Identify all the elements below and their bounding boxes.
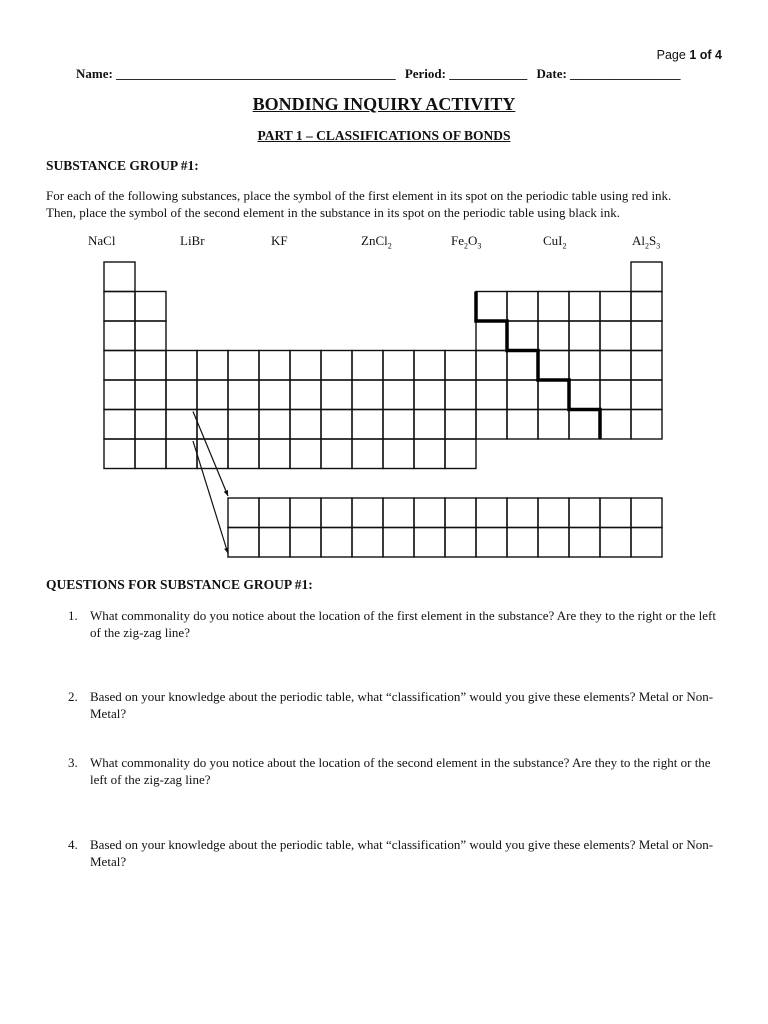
table-cell[interactable] (166, 439, 197, 469)
table-cell[interactable] (414, 439, 445, 469)
table-cell[interactable] (600, 292, 631, 322)
f-block-cell[interactable] (383, 528, 414, 558)
table-cell[interactable] (135, 380, 166, 410)
table-cell[interactable] (104, 321, 135, 351)
table-cell[interactable] (631, 321, 662, 351)
table-cell[interactable] (259, 380, 290, 410)
table-cell[interactable] (228, 410, 259, 440)
f-block-cell[interactable] (414, 528, 445, 558)
f-block-cell[interactable] (631, 528, 662, 558)
table-cell[interactable] (507, 292, 538, 322)
table-cell[interactable] (197, 351, 228, 381)
substance-zncl2: ZnCl$_2$ (361, 233, 392, 251)
f-block-cell[interactable] (290, 528, 321, 558)
table-cell[interactable] (569, 321, 600, 351)
table-cell[interactable] (383, 351, 414, 381)
f-block-cell[interactable] (445, 498, 476, 528)
instruction-line-1: For each of the following substances, place the symbol of the first element in its spot on the periodic table using red ink. (46, 188, 672, 203)
table-cell[interactable] (104, 351, 135, 381)
table-cell[interactable] (631, 351, 662, 381)
question-text: What commonality do you notice about the location of the second element in the substance? Are they to the right or the left of the zig-zag line? (90, 755, 711, 787)
table-cell[interactable] (569, 351, 600, 381)
table-cell[interactable] (445, 380, 476, 410)
table-cell[interactable] (104, 439, 135, 469)
table-cell[interactable] (507, 380, 538, 410)
page-total: 4 (715, 48, 722, 62)
table-cell[interactable] (197, 439, 228, 469)
f-block-cell[interactable] (228, 528, 259, 558)
table-cell[interactable] (135, 410, 166, 440)
question-number: 2. (68, 689, 78, 704)
table-cell[interactable] (290, 410, 321, 440)
question-number: 3. (68, 755, 78, 770)
page-title: BONDING INQUIRY ACTIVITY (252, 94, 516, 114)
table-cell[interactable] (166, 380, 197, 410)
period-field[interactable]: Period: ____________ (404, 66, 528, 81)
f-block-cell[interactable] (321, 528, 352, 558)
table-cell[interactable] (569, 292, 600, 322)
f-block-cell[interactable] (352, 498, 383, 528)
f-block-arrow (193, 441, 228, 554)
table-cell[interactable] (569, 380, 600, 410)
f-block-cell[interactable] (290, 498, 321, 528)
table-cell[interactable] (166, 410, 197, 440)
table-cell[interactable] (476, 410, 507, 440)
table-cell[interactable] (445, 351, 476, 381)
part-title: PART 1 – CLASSIFICATIONS OF BONDS (257, 128, 511, 143)
question-1 (68, 607, 728, 641)
table-cell[interactable] (414, 380, 445, 410)
instruction-line-2: Then, place the symbol of the second element in the substance in its spot on the periodic table using black ink. (46, 205, 621, 220)
f-block-cell[interactable] (383, 498, 414, 528)
table-cell[interactable] (197, 410, 228, 440)
f-block-cell[interactable] (414, 498, 445, 528)
table-cell[interactable] (383, 439, 414, 469)
f-block-cell[interactable] (321, 498, 352, 528)
f-block-cell[interactable] (352, 528, 383, 558)
question-text: Based on your knowledge about the periodic table, what “classification” would you give these elements? Metal or Non-Metal? (90, 837, 714, 869)
table-cell[interactable] (166, 351, 197, 381)
f-block-cell[interactable] (631, 498, 662, 528)
table-cell[interactable] (259, 410, 290, 440)
table-cell[interactable] (538, 351, 569, 381)
question-text: Based on your knowledge about the periodic table, what “classification” would you give these elements? Metal or Non-Metal? (90, 689, 714, 721)
table-cell[interactable] (600, 410, 631, 440)
page-current: 1 (689, 48, 697, 62)
table-cell[interactable] (135, 321, 166, 351)
table-cell[interactable] (197, 380, 228, 410)
table-cell[interactable] (290, 380, 321, 410)
table-cell[interactable] (135, 439, 166, 469)
substance-cui2: CuI$_2$ (543, 233, 567, 251)
f-block-cell[interactable] (476, 498, 507, 528)
arrow-head-icon (224, 548, 228, 554)
table-cell[interactable] (259, 439, 290, 469)
table-cell[interactable] (383, 410, 414, 440)
table-cell[interactable] (321, 380, 352, 410)
substance-nacl: NaCl (88, 233, 116, 248)
table-cell[interactable] (600, 321, 631, 351)
table-cell[interactable] (631, 292, 662, 322)
table-cell[interactable] (259, 351, 290, 381)
question-3 (68, 754, 728, 788)
table-cell[interactable] (538, 321, 569, 351)
f-block-cell[interactable] (476, 528, 507, 558)
table-cell[interactable] (321, 410, 352, 440)
question-number: 4. (68, 837, 78, 852)
f-block-cell[interactable] (259, 498, 290, 528)
table-cell[interactable] (352, 351, 383, 381)
table-cell[interactable] (507, 351, 538, 381)
date-field[interactable]: Date: _________________ (536, 66, 681, 81)
table-cell[interactable] (476, 351, 507, 381)
table-cell[interactable] (321, 351, 352, 381)
question-number: 1. (68, 608, 78, 623)
table-cell[interactable] (414, 410, 445, 440)
table-cell[interactable] (383, 380, 414, 410)
f-block-cell[interactable] (507, 498, 538, 528)
table-cell[interactable] (104, 292, 135, 322)
table-cell[interactable] (135, 351, 166, 381)
table-cell[interactable] (600, 351, 631, 381)
table-cell[interactable] (290, 351, 321, 381)
f-block-cell[interactable] (600, 528, 631, 558)
table-cell[interactable] (507, 410, 538, 440)
table-cell[interactable] (104, 262, 135, 292)
table-cell[interactable] (538, 410, 569, 440)
question-text: What commonality do you notice about the location of the first element in the substance? Are they to the right or the left of the zig-zag line? (90, 608, 716, 640)
question-2 (68, 688, 728, 722)
question-4 (68, 836, 728, 870)
f-block-cell[interactable] (569, 528, 600, 558)
questions-heading: QUESTIONS FOR SUBSTANCE GROUP #1: (46, 577, 313, 592)
table-cell[interactable] (631, 262, 662, 292)
f-block-cell[interactable] (600, 498, 631, 528)
table-cell[interactable] (538, 380, 569, 410)
f-block-cell[interactable] (569, 498, 600, 528)
f-block-arrow (193, 412, 228, 497)
page-label: Page (656, 48, 686, 62)
f-block-cell[interactable] (507, 528, 538, 558)
table-cell[interactable] (104, 410, 135, 440)
table-cell[interactable] (228, 351, 259, 381)
substance-al2s3: $Al_2S_3$ (632, 233, 661, 251)
table-cell[interactable] (414, 351, 445, 381)
f-block-cell[interactable] (259, 528, 290, 558)
table-cell[interactable] (476, 292, 507, 322)
page-of: of (699, 48, 712, 62)
f-block-cell[interactable] (538, 498, 569, 528)
f-block-cell[interactable] (538, 528, 569, 558)
table-cell[interactable] (352, 410, 383, 440)
table-cell[interactable] (600, 380, 631, 410)
table-cell[interactable] (228, 380, 259, 410)
arrow-head-icon (224, 490, 228, 496)
table-cell[interactable] (476, 380, 507, 410)
table-cell[interactable] (352, 439, 383, 469)
f-block-cell[interactable] (445, 528, 476, 558)
table-cell[interactable] (321, 439, 352, 469)
substance-libr: LiBr (180, 233, 205, 248)
table-cell[interactable] (507, 321, 538, 351)
table-cell[interactable] (228, 439, 259, 469)
table-cell[interactable] (445, 410, 476, 440)
substance-fe2o3: $Fe_2O_3$ (451, 233, 482, 251)
table-cell[interactable] (290, 439, 321, 469)
f-block-cell[interactable] (228, 498, 259, 528)
table-cell[interactable] (445, 439, 476, 469)
table-cell[interactable] (631, 410, 662, 440)
table-cell[interactable] (476, 321, 507, 351)
table-cell[interactable] (135, 292, 166, 322)
table-cell[interactable] (352, 380, 383, 410)
name-field[interactable]: Name: ___________________________________________ (76, 66, 396, 81)
table-cell[interactable] (569, 410, 600, 440)
table-cell[interactable] (538, 292, 569, 322)
table-cell[interactable] (104, 380, 135, 410)
table-cell[interactable] (631, 380, 662, 410)
substance-kf: KF (271, 233, 288, 248)
substance-group-heading: SUBSTANCE GROUP #1: (46, 158, 199, 173)
